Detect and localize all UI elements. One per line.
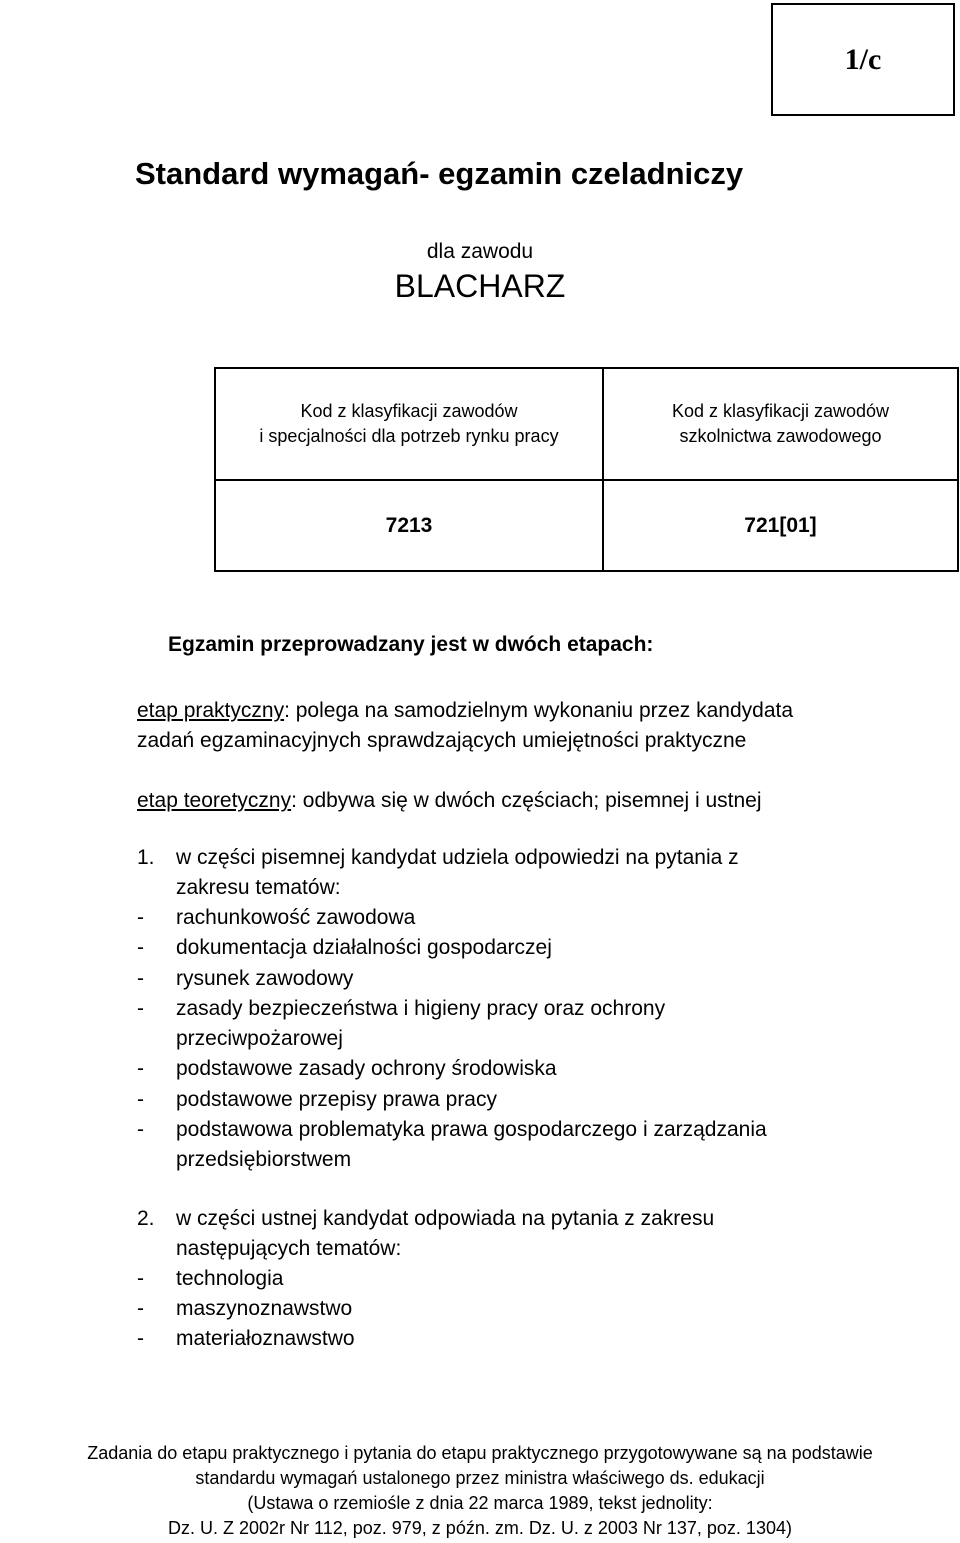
left-header-line2: i specjalności dla potrzeb rynku pracy <box>259 426 559 446</box>
topic-item: przedsiębiorstwem <box>176 1148 352 1171</box>
written-part-line1: w części pisemnej kandydat udziela odpowiedzi na pytania z <box>176 846 739 869</box>
topic-dash: - <box>137 1117 144 1141</box>
footer-line1: Zadania do etapu praktycznego i pytania do etapu praktycznego przygotowywane są na podstawie <box>87 1443 873 1463</box>
topic-dash: - <box>137 1327 144 1350</box>
document-title: Standard wymagań- egzamin czeladniczy <box>135 156 744 191</box>
topic-item: maszynoznawstwo <box>176 1297 353 1320</box>
right-header-cell <box>603 368 958 480</box>
topic-item: przeciwpożarowej <box>176 1027 343 1050</box>
practical-stage-text: : polega na samodzielnym wykonaniu przez kandydata <box>284 699 794 722</box>
right-header-line1: Kod z klasyfikacji zawodów <box>671 401 890 421</box>
profession-name: BLACHARZ <box>394 268 566 304</box>
topic-item: podstawowa problematyka prawa gospodarczego i zarządzania <box>176 1117 767 1141</box>
practical-stage-label: etap praktyczny <box>137 699 285 722</box>
theoretical-stage-label: etap teoretyczny <box>137 789 292 812</box>
topic-dash: - <box>137 966 144 990</box>
topic-dash: - <box>137 906 144 929</box>
footer-line3: (Ustawa o rzemiośle z dnia 22 marca 1989, tekst jednolity: <box>247 1493 713 1513</box>
written-part-line2: zakresu tematów: <box>176 876 341 899</box>
topic-item: materiałoznawstwo <box>176 1327 355 1350</box>
left-code-value: 7213 <box>215 480 603 571</box>
topic-item: podstawowe zasady ochrony środowiska <box>176 1057 557 1081</box>
topic-dash: - <box>137 996 144 1020</box>
right-code-value: 721[01] <box>603 480 958 571</box>
topic-dash: - <box>137 1297 144 1320</box>
topic-dash: - <box>137 936 144 960</box>
legal-footer <box>0 1441 960 1541</box>
written-part-number: 1. <box>137 846 155 869</box>
codes-table <box>214 367 959 572</box>
topic-dash: - <box>137 1087 144 1111</box>
topic-item: technologia <box>176 1267 284 1290</box>
footer-line4: Dz. U. Z 2002r Nr 112, poz. 979, z późn. zm. Dz. U. z 2003 Nr 137, poz. 1304) <box>168 1518 792 1538</box>
left-header-line1: Kod z klasyfikacji zawodów <box>300 401 518 421</box>
page-number: 1/c <box>844 42 882 76</box>
left-header-cell <box>215 368 603 480</box>
practical-stage-line2: zadań egzaminacyjnych sprawdzających umiejętności praktyczne <box>137 729 747 752</box>
topic-item: rachunkowość zawodowa <box>176 906 416 929</box>
codes-table-header-row <box>215 368 958 480</box>
topic-item: podstawowe przepisy prawa pracy <box>176 1087 497 1111</box>
topic-item: rysunek zawodowy <box>176 966 354 990</box>
codes-table-value-row <box>215 480 958 571</box>
theoretical-stage-line <box>137 786 761 816</box>
exam-heading: Egzamin przeprowadzany jest w dwóch etapach: <box>168 633 654 656</box>
topic-item: zasady bezpieczeństwa i higieny pracy oraz ochrony <box>176 996 666 1020</box>
topic-dash: - <box>137 1057 144 1081</box>
topic-dash: - <box>137 1267 144 1290</box>
footer-line2: standardu wymagań ustalonego przez ministra właściwego ds. edukacji <box>195 1468 765 1488</box>
oral-part-line2: następujących tematów: <box>176 1237 402 1260</box>
oral-part-line1: w części ustnej kandydat odpowiada na pytania z zakresu <box>176 1207 715 1230</box>
theoretical-stage-text: : odbywa się w dwóch częściach; pisemnej i ustnej <box>291 789 762 812</box>
topic-item: dokumentacja działalności gospodarczej <box>176 936 552 960</box>
document-subtitle: dla zawodu <box>426 240 534 263</box>
right-header-line2: szkolnictwa zawodowego <box>679 426 882 446</box>
oral-part-number: 2. <box>137 1207 155 1230</box>
page-number-box <box>771 3 955 116</box>
practical-stage-line1 <box>137 696 793 726</box>
